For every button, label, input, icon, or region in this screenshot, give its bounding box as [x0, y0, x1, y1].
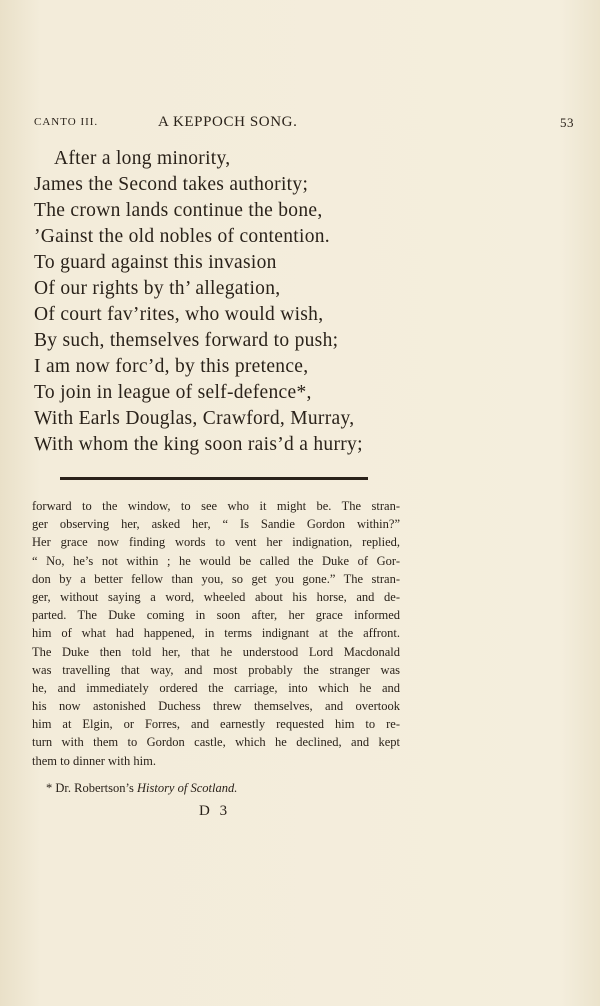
note-line: he, and immediately ordered the carriage, into which he and: [32, 680, 400, 695]
verse-line: I am now forc’d, by this pretence,: [34, 356, 309, 377]
verse-line: To join in league of self-defence*,: [34, 382, 312, 403]
note-line: “ No, he’s not within ; he would be called the Duke of Gor-: [32, 553, 400, 568]
note-line: parted. The Duke coming in soon after, her grace informed: [32, 608, 400, 623]
note-line: forward to the window, to see who it might be. The stran-: [32, 499, 400, 513]
note-line: turn with them to Gordon castle, which he declined, and kept: [32, 735, 400, 750]
note-line: Her grace now finding words to vent her indignation, replied,: [32, 535, 400, 550]
running-head-title: A KEPPOCH SONG.: [158, 114, 298, 130]
prose-note: [32, 497, 400, 770]
verse-line: By such, themselves forward to push;: [34, 330, 339, 351]
verse-line: Of our rights by th’ allegation,: [34, 278, 281, 299]
verse-line: Of court fav’rites, who would wish,: [34, 304, 324, 325]
footnote-author: Dr. Robertson’s: [55, 781, 134, 795]
running-head-canto: CANTO III.: [34, 116, 99, 128]
verse-line: With Earls Douglas, Crawford, Murray,: [34, 408, 355, 429]
note-line: ger, without saying a word, wheeled about his horse, and de-: [32, 589, 400, 604]
footnote-title: History of Scotland.: [136, 781, 238, 795]
page-number: 53: [560, 115, 574, 130]
note-line: his now astonished Duchess threw themselves, and overtook: [32, 699, 400, 714]
note-line: don by a better fellow than you, so get you gone.” The stran-: [32, 571, 400, 586]
verse-line: To guard against this invasion: [34, 252, 277, 273]
note-line: The Duke then told her, that he understood Lord Macdonald: [32, 644, 400, 659]
note-line: him of what had happened, in terms indignant at the affront.: [32, 626, 400, 641]
note-line: them to dinner with him.: [32, 753, 156, 768]
note-line: ger observing her, asked her, “ Is Sandie Gordon within?”: [32, 517, 400, 532]
running-head: [34, 116, 574, 134]
verse-line: With whom the king soon rais’d a hurry;: [34, 434, 363, 455]
verse-line: ’Gainst the old nobles of contention.: [34, 226, 330, 247]
verse-stanza: [34, 146, 414, 458]
note-line: was travelling that way, and most probably the stranger was: [32, 662, 400, 677]
verse-line: The crown lands continue the bone,: [34, 200, 323, 221]
footnote: [46, 781, 237, 796]
verse-line: After a long minority,: [54, 148, 231, 169]
footnote-marker: *: [46, 781, 53, 795]
signature-mark: D 3: [199, 803, 231, 819]
section-divider-rule: [60, 477, 368, 480]
verse-line: James the Second takes authority;: [34, 174, 309, 195]
note-line: him at Elgin, or Forres, and earnestly requested him to re-: [32, 717, 400, 732]
